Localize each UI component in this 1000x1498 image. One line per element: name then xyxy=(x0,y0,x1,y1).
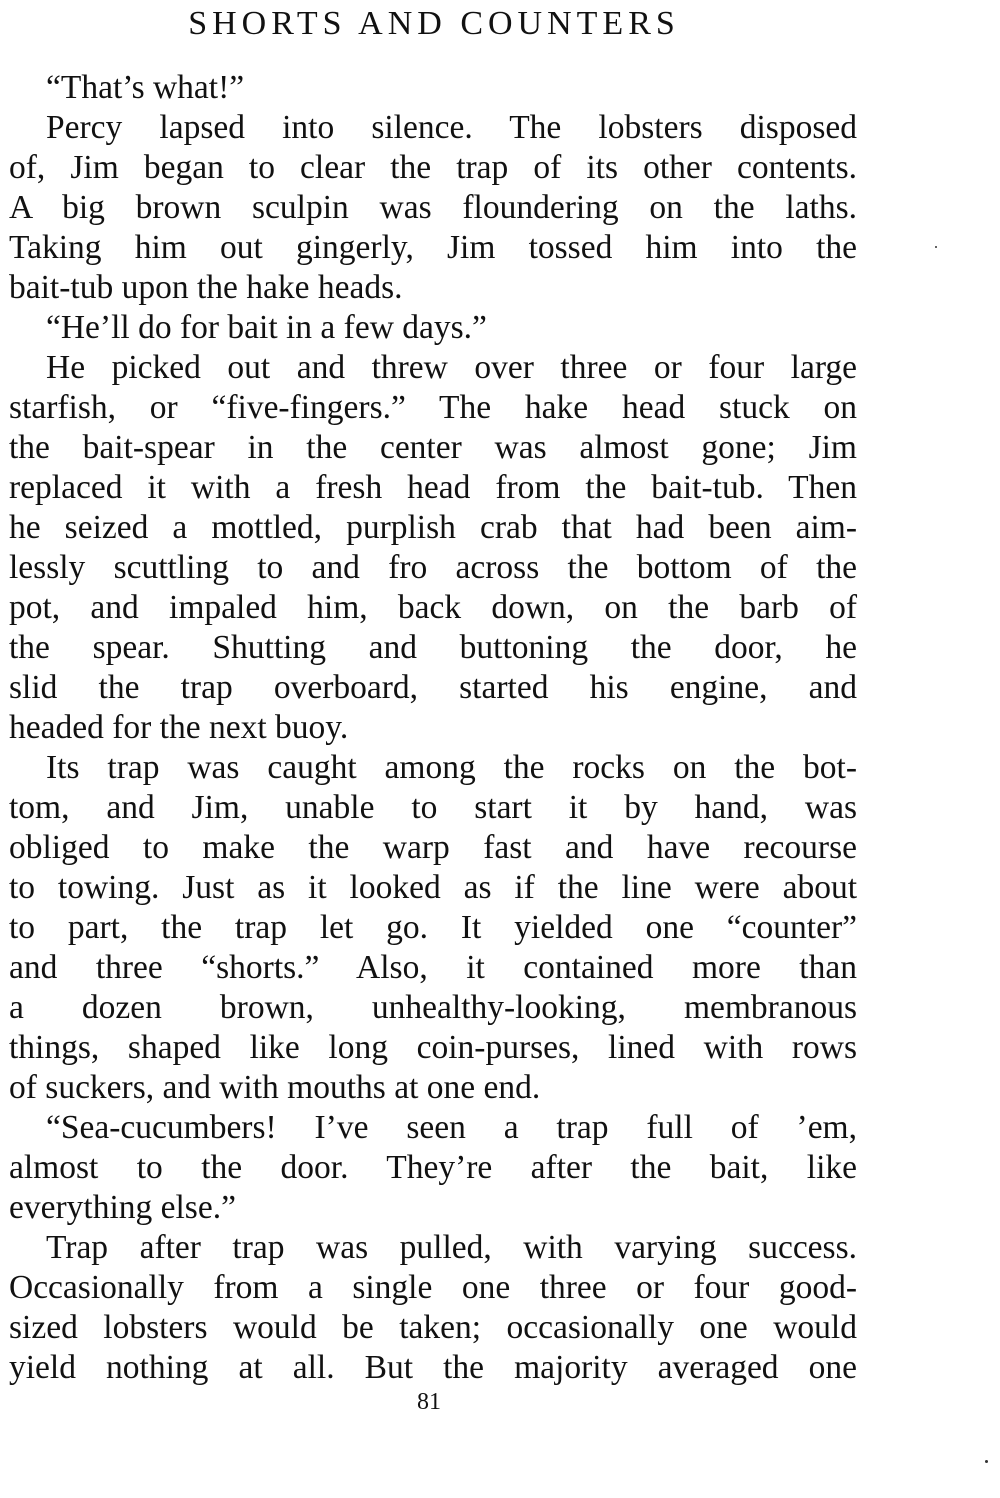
text-line: starfish, or “five-fingers.” The hake head stuck on xyxy=(9,389,857,426)
text-line: Trap after trap was pulled, with varying success. xyxy=(46,1229,857,1266)
text-line: of suckers, and with mouths at one end. xyxy=(9,1069,541,1106)
text-line: Its trap was caught among the rocks on the bot- xyxy=(46,749,857,786)
text-line: lessly scuttling to and fro across the bottom of the xyxy=(9,549,857,586)
text-line: tom, and Jim, unable to start it by hand, was xyxy=(9,789,857,826)
page-number: 81 xyxy=(417,1389,441,1415)
text-line: Occasionally from a single one three or four good- xyxy=(9,1269,857,1306)
text-line: A big brown sculpin was floundering on the laths. xyxy=(9,189,857,226)
text-line: “That’s what!” xyxy=(46,69,245,106)
text-line: things, shaped like long coin-purses, lined with rows xyxy=(9,1029,857,1066)
text-line: a dozen brown, unhealthy-looking, membranous xyxy=(9,989,857,1026)
text-line: pot, and impaled him, back down, on the barb of xyxy=(9,589,857,626)
text-line: “Sea-cucumbers! I’ve seen a trap full of ’em, xyxy=(46,1109,857,1146)
text-line: of, Jim began to clear the trap of its other contents. xyxy=(9,149,857,186)
text-line: everything else.” xyxy=(9,1189,236,1226)
text-line: yield nothing at all. But the majority averaged one xyxy=(9,1349,857,1386)
text-line: to towing. Just as it looked as if the line were about xyxy=(9,869,857,906)
text-line: He picked out and threw over three or four large xyxy=(46,349,857,386)
text-line: to part, the trap let go. It yielded one “counter” xyxy=(9,909,857,946)
text-line: the spear. Shutting and buttoning the door, he xyxy=(9,629,857,666)
text-line: he seized a mottled, purplish crab that had been aim- xyxy=(9,509,857,546)
text-line: obliged to make the warp fast and have recourse xyxy=(9,829,857,866)
body-text xyxy=(9,68,857,1388)
text-line: “He’ll do for bait in a few days.” xyxy=(46,309,487,346)
text-line: slid the trap overboard, started his engine, and xyxy=(9,669,857,706)
running-head: SHORTS AND COUNTERS xyxy=(188,5,680,42)
text-line: sized lobsters would be taken; occasionally one would xyxy=(9,1309,857,1346)
paper-speck xyxy=(985,1460,988,1463)
text-line: Percy lapsed into silence. The lobsters disposed xyxy=(46,109,857,146)
text-line: the bait-spear in the center was almost gone; Jim xyxy=(9,429,857,466)
text-line: bait-tub upon the hake heads. xyxy=(9,269,403,306)
text-line: Taking him out gingerly, Jim tossed him into the xyxy=(9,229,857,266)
text-line: and three “shorts.” Also, it contained more than xyxy=(9,949,857,986)
text-line: replaced it with a fresh head from the bait-tub. Then xyxy=(9,469,857,506)
text-line: headed for the next buoy. xyxy=(9,709,349,746)
paper-speck xyxy=(935,246,937,248)
text-line: almost to the door. They’re after the bait, like xyxy=(9,1149,857,1186)
